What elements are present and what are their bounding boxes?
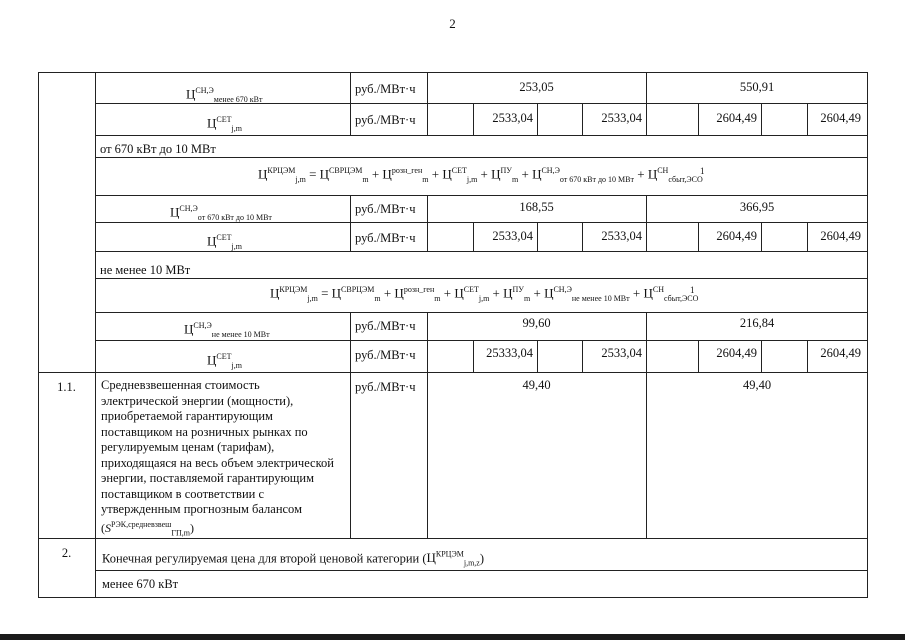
value-cell: 2533,04	[601, 229, 642, 243]
item-title: Конечная регулируемая цена для второй ценовой категории $(Ц^{КРЦЭМ}_{j,m,z})$	[102, 550, 485, 568]
item-description-line: приобретаемой гарантирующим	[101, 409, 273, 423]
row-rule	[95, 157, 868, 158]
value-cell: 99,60	[522, 316, 551, 330]
value-cell: 25333,04	[486, 346, 533, 360]
value-cell: 2533,04	[601, 346, 642, 360]
col-rule	[537, 340, 538, 372]
value-cell: 366,95	[739, 200, 775, 214]
item-description-line: электрической энергии (мощности),	[101, 393, 294, 408]
col-rule	[350, 312, 351, 538]
price-symbol: $Ц^{СЕТ}_{j,m}$	[207, 233, 242, 251]
value-cell: 2604,49	[820, 229, 861, 243]
price-symbol: $Ц^{СН,Э}_{от 670 кВт до 10 МВт}$	[170, 204, 272, 222]
item-description	[101, 378, 347, 518]
value-cell: 2533,04	[492, 229, 533, 243]
item-description-line: поставщиком в соответствии с	[101, 486, 264, 501]
value-cell: 168,55	[519, 200, 554, 214]
section-label: менее 670 кВт	[102, 577, 179, 591]
col-rule	[646, 312, 647, 538]
value-cell: 2533,04	[492, 111, 533, 125]
item-description-line: утвержденным прогнозным балансом	[101, 502, 302, 516]
col-rule	[350, 195, 351, 251]
item-number: 2.	[61, 546, 72, 560]
col-rule	[761, 340, 762, 372]
formula-final-price: $Ц^{КРЦЭМ}_{j,m} = Ц^{СВРЦЭМ}_m + Ц^{розн\_ген}_m + Ц^{СЕТ}_{j,m} + Ц^{ПУ}_m + Ц^{СН,Э}_{не менее 10 МВт} + Ц^{СН}_{сбыт,ЭСО}$	[270, 285, 699, 303]
price-symbol: $Ц^{СН,Э}_{не менее 10 МВт}$	[184, 321, 270, 339]
unit-label: руб./МВт·ч	[355, 319, 416, 333]
value-cell: 2604,49	[716, 346, 757, 360]
value-cell: 2604,49	[716, 111, 757, 125]
item-description-line: энергии, поставляемой гарантирующим	[101, 471, 315, 485]
item-description-line: Средневзвешенная стоимость	[101, 378, 260, 392]
scan-edge	[0, 634, 905, 640]
value-cell: 253,05	[519, 80, 554, 94]
row-rule	[95, 195, 868, 196]
footnote-mark: 1	[690, 285, 695, 295]
value-cell: 49,40	[522, 378, 551, 392]
col-rule	[350, 72, 351, 135]
unit-label: руб./МВт·ч	[355, 380, 416, 394]
item-description-line: приходящаяся на весь объем электрической	[101, 455, 334, 470]
unit-label: руб./МВт·ч	[355, 231, 416, 245]
section-label: не менее 10 МВт	[100, 263, 191, 277]
unit-label: руб./МВт·ч	[355, 348, 416, 362]
value-cell: 49,40	[742, 378, 772, 392]
price-symbol: $Ц^{СЕТ}_{j,m}$	[207, 352, 242, 370]
item-description-line: регулируемым ценам (тарифам),	[101, 440, 275, 454]
item-number: 1.1.	[57, 380, 76, 394]
value-cell: 2604,49	[820, 346, 861, 360]
row-rule	[38, 372, 868, 373]
footnote-mark: 1	[700, 166, 705, 176]
unit-label: руб./МВт·ч	[355, 202, 416, 216]
unit-label: руб./МВт·ч	[355, 82, 416, 96]
weighted-cost-symbol: $(S^{РЭК,средневзвеш}_{ГП,m})$	[101, 520, 194, 538]
col-rule	[537, 222, 538, 251]
unit-label: руб./МВт·ч	[355, 113, 416, 127]
col-rule	[761, 103, 762, 135]
final-price-symbol: $Ц^{КРЦЭМ}_{j,m,z}$	[426, 550, 480, 568]
formula-final-price: $Ц^{КРЦЭМ}_{j,m} = Ц^{СВРЦЭМ}_m + Ц^{розн\_ген}_m + Ц^{СЕТ}_{j,m} + Ц^{ПУ}_m + Ц^{СН,Э}_{от 670 кВт до 10 МВт} + Ц^{СН}_{сбыт,ЭСО}$	[258, 166, 703, 184]
section-label: от 670 кВт до 10 МВт	[100, 142, 216, 156]
page-number: 2	[449, 16, 456, 31]
row-rule	[95, 312, 868, 313]
value-cell: 2604,49	[716, 229, 757, 243]
col-rule	[537, 103, 538, 135]
row-rule	[95, 278, 868, 279]
col-rule	[427, 312, 428, 538]
value-cell: 2533,04	[601, 111, 642, 125]
price-symbol: $Ц^{СН,Э}_{менее 670 кВт}$	[186, 86, 263, 104]
value-cell: 216,84	[739, 316, 775, 330]
item-description-line: поставщиком на розничных рынках по	[101, 424, 308, 439]
price-symbol: $Ц^{СЕТ}_{j,m}$	[207, 115, 242, 133]
value-cell: 2604,49	[820, 111, 861, 125]
col-rule	[761, 222, 762, 251]
value-cell: 550,91	[739, 80, 775, 94]
col-rule	[95, 72, 96, 598]
